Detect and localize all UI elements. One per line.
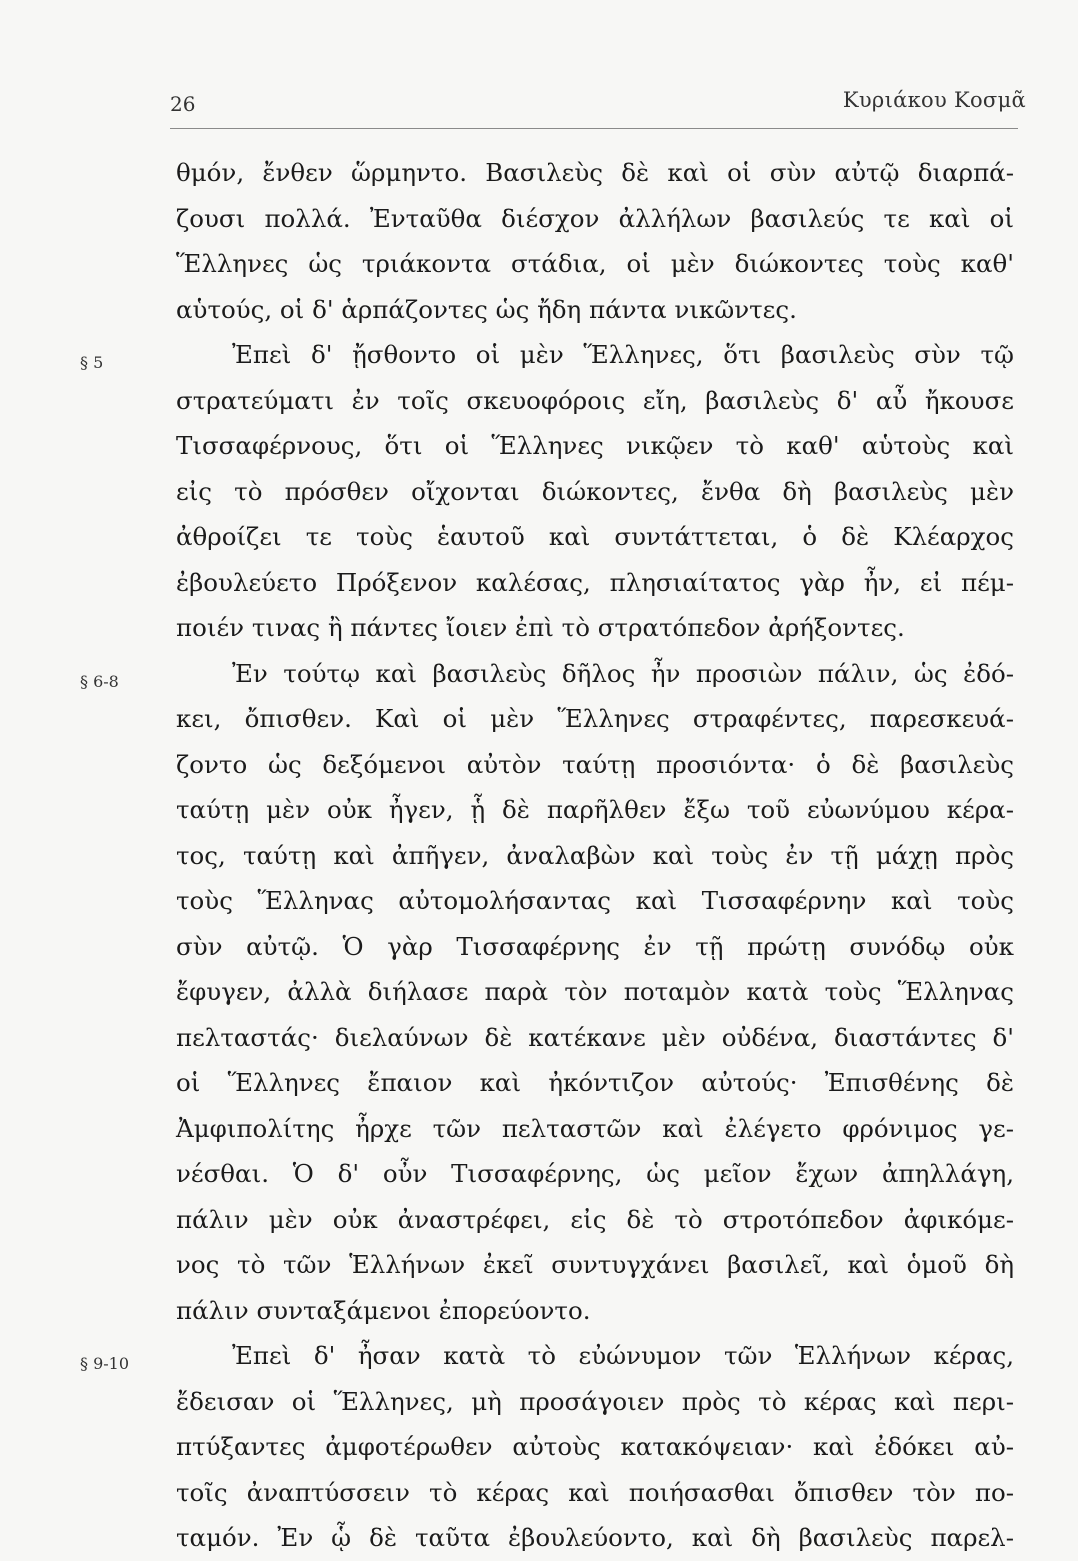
text-line-content: ποιέν τινας ἢ πάντες ἴοιεν ἐπὶ τὸ στρατόπεδον ἀρήξοντες. (176, 613, 905, 642)
text-line (176, 1424, 1014, 1470)
text-line-content: ζοντο ὡς δεξόμενοι αὐτὸν ταύτῃ προσιόντα· ὁ δὲ βασιλεὺς (176, 749, 1014, 779)
text-line-content: σὺν αὐτῷ. Ὁ γὰρ Τισσαφέρνης ἐν τῇ πρώτῃ συνόδῳ οὐκ (176, 931, 1014, 961)
text-line (176, 696, 1014, 742)
text-line (176, 1288, 1014, 1334)
text-line (176, 514, 1014, 560)
text-line-content: Ἀμφιπολίτης ἦρχε τῶν πελταστῶν καὶ ἐλέγετο φρόνιμος γε- (176, 1113, 1014, 1143)
text-line (80, 651, 1014, 697)
text-line (176, 241, 1014, 287)
text-line-content: νος τὸ τῶν Ἑλλήνων ἐκεῖ συντυγχάνει βασιλεῖ, καὶ ὁμοῦ δὴ (176, 1250, 1014, 1279)
text-line-content: πελταστάς· διελαύνων δὲ κατέκανε μὲν οὐδένα, διαστάντες δ' (176, 1022, 1014, 1052)
text-line (176, 1151, 1014, 1197)
text-line-content: τοὺς Ἕλληνας αὐτομολήσαντας καὶ Τισσαφέρνην καὶ τοὺς (176, 886, 1014, 915)
text-line-content: τος, ταύτῃ καὶ ἀπῆγεν, ἀναλαβὼν καὶ τοὺς ἐν τῇ μάχῃ πρὸς (176, 840, 1014, 870)
text-line (176, 742, 1014, 788)
text-line-content: Ἐν τούτῳ καὶ βασιλεὺς δῆλος ἦν προσιὼν πάλιν, ὡς ἐδό- (232, 658, 1014, 688)
text-line (176, 924, 1014, 970)
text-line (176, 1106, 1014, 1152)
text-line (80, 332, 1014, 378)
text-line (80, 1333, 1014, 1379)
page-number: 26 (170, 92, 196, 116)
text-line-content: ἔφυγεν, ἀλλὰ διήλασε παρὰ τὸν ποταμὸν κατὰ τοὺς Ἕλληνας (176, 977, 1014, 1006)
text-line-content: ἔδεισαν οἱ Ἕλληνες, μὴ προσάγοιεν πρὸς τὸ κέρας καὶ περι- (176, 1386, 1014, 1416)
text-line (176, 1197, 1014, 1243)
text-line (176, 833, 1014, 879)
text-line (176, 1379, 1014, 1425)
text-line (176, 469, 1014, 515)
text-line-content: ἐβουλεύετο Πρόξενον καλέσας, πλησιαίτατος γὰρ ἦν, εἰ πέμ- (176, 567, 1014, 597)
text-line-content: Ἐπεὶ δ' ᾔσθοντο οἱ μὲν Ἕλληνες, ὅτι βασιλεὺς σὺν τῷ (232, 340, 1014, 369)
text-line (176, 560, 1014, 606)
text-line (176, 1015, 1014, 1061)
text-line-content: Ἕλληνες ὡς τριάκοντα στάδια, οἱ μὲν διώκοντες τοὺς καθ' (176, 249, 1014, 278)
text-line (176, 378, 1014, 424)
text-line-content: ἀθροίζει τε τοὺς ἑαυτοῦ καὶ συντάττεται, ὁ δὲ Κλέαρχος (176, 522, 1014, 551)
header-rule (170, 128, 1018, 129)
text-line-content: πάλιν μὲν οὐκ ἀναστρέφει, εἰς δὲ τὸ στροτόπεδον ἀφικόμε- (176, 1204, 1014, 1234)
text-line-content: πάλιν συνταξάμενοι ἐπορεύοντο. (176, 1295, 591, 1325)
running-head: Κυριάκου Κοσμᾶ (842, 88, 1026, 112)
text-line (176, 287, 1014, 333)
text-line (176, 787, 1014, 833)
text-line (176, 1242, 1014, 1288)
text-line (176, 196, 1014, 242)
text-line-content: πτύξαντες ἀμφοτέρωθεν αὐτοὺς κατακόψειαν· καὶ ἐδόκει αὐ- (176, 1432, 1014, 1461)
text-line (176, 423, 1014, 469)
text-line (176, 1470, 1014, 1516)
text-line (176, 878, 1014, 924)
section-marker: § 9-10 (80, 1354, 130, 1373)
text-line-content: στρατεύματι ἐν τοῖς σκευοφόροις εἴη, βασιλεὺς δ' αὖ ἤκουσε (176, 385, 1014, 415)
body-text (80, 150, 1014, 1561)
text-line (176, 1060, 1014, 1106)
text-line-content: Τισσαφέρνους, ὅτι οἱ Ἕλληνες νικῷεν τὸ καθ' αὑτοὺς καὶ (176, 431, 1014, 460)
section-marker: § 5 (80, 353, 104, 372)
text-line (176, 150, 1014, 196)
text-line (176, 1515, 1014, 1561)
text-line-content: τοῖς ἀναπτύσσειν τὸ κέρας καὶ ποιήσασθαι ὄπισθεν τὸν πο- (176, 1477, 1014, 1507)
text-line-content: οἱ Ἕλληνες ἔπαιον καὶ ἠκόντιζον αὐτούς· Ἐπισθένης δὲ (176, 1068, 1014, 1097)
text-line-content: θμόν, ἔνθεν ὥρμηντο. Βασιλεὺς δὲ καὶ οἱ σὺν αὐτῷ διαρπά- (176, 158, 1014, 187)
text-line-content: ταύτῃ μὲν οὐκ ἦγεν, ᾗ δὲ παρῆλθεν ἔξω τοῦ εὐωνύμου κέρα- (176, 795, 1014, 824)
text-line-content: αὑτούς, οἱ δ' ἁρπάζοντες ὡς ἤδη πάντα νικῶντες. (176, 294, 797, 324)
text-line-content: ζουσι πολλά. Ἐνταῦθα διέσχον ἀλλήλων βασιλεύς τε καὶ οἱ (176, 203, 1014, 233)
text-line-content: εἰς τὸ πρόσθεν οἴχονται διώκοντες, ἔνθα δὴ βασιλεὺς μὲν (176, 476, 1014, 506)
section-marker: § 6-8 (80, 671, 119, 691)
text-line (176, 605, 1014, 651)
text-line-content: ταμόν. Ἐν ᾧ δὲ ταῦτα ἐβουλεύοντο, καὶ δὴ βασιλεὺς παρελ- (176, 1523, 1014, 1552)
text-line-content: νέσθαι. Ὁ δ' οὖν Τισσαφέρνης, ὡς μεῖον ἔχων ἀπηλλάγη, (176, 1159, 1014, 1188)
text-line-content: κει, ὄπισθεν. Καὶ οἱ μὲν Ἕλληνες στραφέντες, παρεσκευά- (176, 704, 1014, 733)
text-line (176, 969, 1014, 1015)
text-line-content: Ἐπεὶ δ' ἦσαν κατὰ τὸ εὐώνυμον τῶν Ἑλλήνων κέρας, (232, 1341, 1014, 1370)
